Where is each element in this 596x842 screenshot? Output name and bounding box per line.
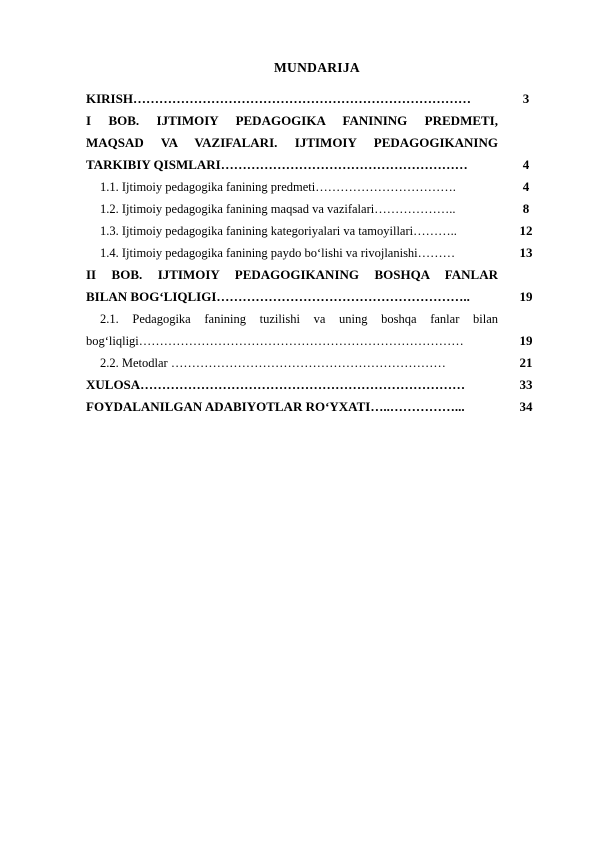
toc-entry-text: TARKIBIY QISMLARI………………………………………………… (86, 157, 468, 172)
toc-chapter-2-line-1[interactable] (86, 264, 546, 286)
toc-entry-text: 1.2. Ijtimoiy pedagogika fanining maqsad va vazifalari……………….. (100, 202, 456, 216)
toc-entry-text: MAQSAD VA VAZIFALARI. IJTIMOIY PEDAGOGIKANING (86, 135, 498, 150)
toc-page-number: 19 (519, 289, 533, 304)
toc-page-number: 4 (522, 179, 530, 194)
toc-entry-text: XULOSA………………………………………………………………… (86, 377, 466, 392)
toc-section-1-3[interactable] (86, 220, 546, 242)
toc-page-number: 33 (519, 377, 533, 392)
toc-section-1-2[interactable] (86, 198, 546, 220)
toc-entry-foydalanilgan-adabiyotlar[interactable] (86, 396, 546, 418)
toc-section-2-1-line-2[interactable] (86, 330, 546, 352)
toc-chapter-1-line-1[interactable] (86, 110, 546, 132)
toc-page-number: 19 (519, 333, 533, 348)
toc-section-2-2[interactable] (86, 352, 546, 374)
toc-entry-text: KIRISH…………………………………………………………………… (86, 91, 471, 106)
toc-page-number: 4 (522, 157, 530, 172)
toc-chapter-1-line-3[interactable] (86, 154, 546, 176)
page-title: MUNDARIJA (274, 60, 360, 75)
toc-entry-text: 1.4. Ijtimoiy pedagogika fanining paydo bo‘lishi va rivojlanishi……… (100, 246, 456, 260)
toc-entry-text: 2.2. Metodlar ………………………………………………………… (100, 356, 446, 370)
table-of-contents (86, 88, 546, 418)
toc-section-2-1-line-1[interactable] (86, 308, 546, 330)
toc-entry-text: BILAN BOG‘LIQLIGI………………………………………………….. (86, 289, 470, 304)
toc-entry-text: II BOB. IJTIMOIY PEDAGOGIKANING BOSHQA FANLAR (86, 267, 498, 282)
toc-page-number: 3 (522, 91, 530, 106)
toc-section-1-1[interactable] (86, 176, 546, 198)
toc-section-1-4[interactable] (86, 242, 546, 264)
toc-entry-text: 2.1. Pedagogika fanining tuzilishi va uning boshqa fanlar bilan (100, 312, 498, 326)
toc-page-number: 34 (519, 399, 533, 414)
toc-entry-text: bog‘liqligi…………………………………………………………………… (86, 334, 464, 348)
toc-entry-text: 1.1. Ijtimoiy pedagogika fanining predmeti……………………………. (100, 180, 456, 194)
toc-chapter-2-line-2[interactable] (86, 286, 546, 308)
toc-page-number: 13 (519, 245, 533, 260)
toc-page-number: 8 (522, 201, 530, 216)
toc-entry-text: I BOB. IJTIMOIY PEDAGOGIKA FANINING PREDMETI, (86, 113, 498, 128)
toc-entry-text: FOYDALANILGAN ADABIYOTLAR RO‘YXATI…..……………... (86, 399, 465, 414)
toc-entry-text: 1.3. Ijtimoiy pedagogika fanining kategoriyalari va tamoyillari……….. (100, 224, 457, 238)
toc-page-number: 12 (519, 223, 533, 238)
toc-entry-xulosa[interactable] (86, 374, 546, 396)
toc-chapter-1-line-2[interactable] (86, 132, 546, 154)
toc-page-number: 21 (519, 355, 533, 370)
toc-entry-kirish[interactable] (86, 88, 546, 110)
